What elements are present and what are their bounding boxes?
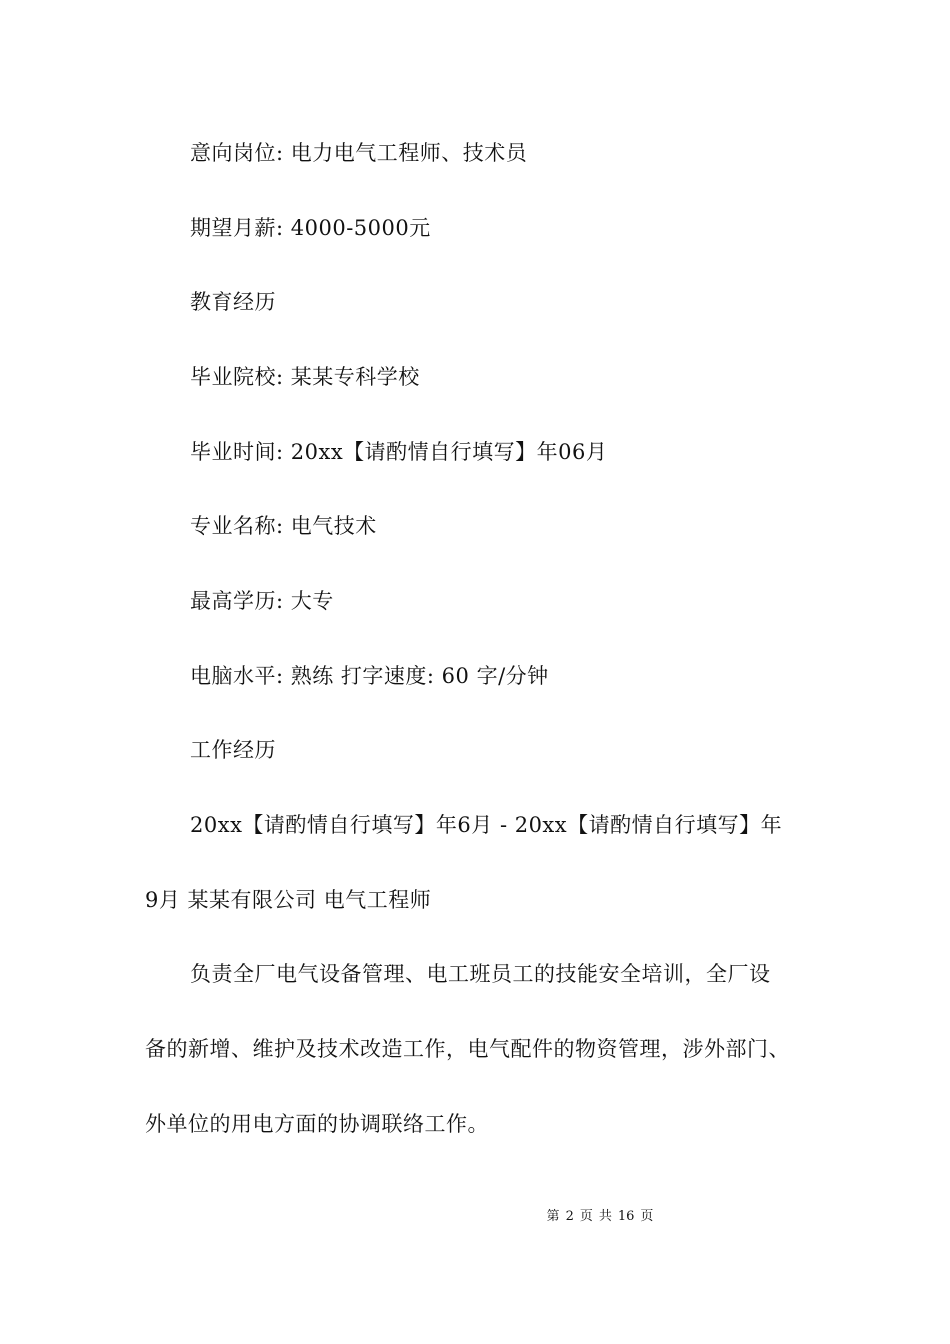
expected-salary-line: 期望月薪: 4000-5000元 <box>190 216 431 240</box>
work-description-line-1: 负责全厂电气设备管理、电工班员工的技能安全培训，全厂设 <box>190 962 771 986</box>
page-footer <box>0 1207 950 1227</box>
footer-current-page: 2 <box>565 1209 574 1224</box>
work-company-line: 9月 某某有限公司 电气工程师 <box>145 888 432 912</box>
footer-suffix: 页 <box>640 1209 654 1224</box>
footer-page-word: 页 <box>579 1209 593 1224</box>
intended-position-line: 意向岗位: 电力电气工程师、技术员 <box>190 141 528 165</box>
graduation-time-line: 毕业时间: 20xx【请酌情自行填写】年06月 <box>190 440 608 464</box>
major-line: 专业名称: 电气技术 <box>190 514 377 538</box>
work-description-line-2: 备的新增、维护及技术改造工作，电气配件的物资管理，涉外部门、 <box>145 1037 790 1061</box>
degree-line: 最高学历: 大专 <box>190 589 334 613</box>
work-period-line: 20xx【请酌情自行填写】年6月 - 20xx【请酌情自行填写】年 <box>190 813 783 837</box>
footer-total-pages: 16 <box>617 1209 635 1224</box>
education-heading: 教育经历 <box>190 290 276 314</box>
work-description-line-3: 外单位的用电方面的协调联络工作。 <box>145 1112 489 1136</box>
school-line: 毕业院校: 某某专科学校 <box>190 365 420 389</box>
footer-prefix: 第 <box>546 1209 560 1224</box>
work-experience-heading: 工作经历 <box>190 738 276 762</box>
computer-skill-line: 电脑水平: 熟练 打字速度: 60 字/分钟 <box>190 664 549 688</box>
footer-total-prefix: 共 <box>598 1209 612 1224</box>
